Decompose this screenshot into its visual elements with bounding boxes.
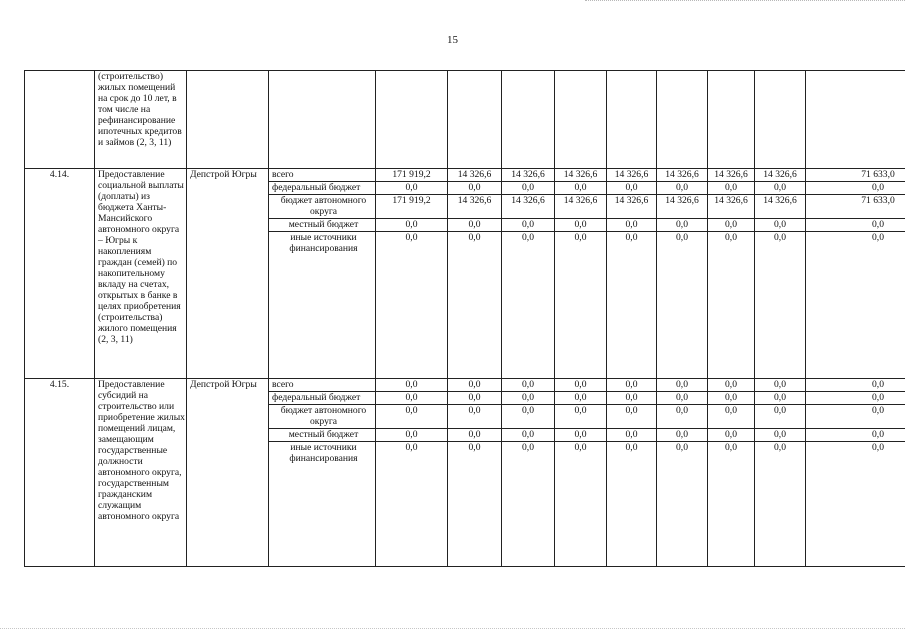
value-column <box>448 379 502 567</box>
value-cell: 14 326,6 <box>607 195 656 219</box>
value-column <box>607 379 657 567</box>
value-cell: 0,0 <box>657 379 707 392</box>
value-cell: 0,0 <box>448 182 501 195</box>
value-cell: 0,0 <box>607 392 656 405</box>
value-cell: 0,0 <box>607 405 656 429</box>
value-cell: 0,0 <box>872 442 884 453</box>
row-number: 4.14. <box>25 169 95 379</box>
funding-source-label: федеральный бюджет <box>269 392 375 405</box>
value-cell: 171 919,2 <box>376 195 447 219</box>
value-cell: 0,0 <box>708 405 754 429</box>
value-cell: 0,0 <box>806 392 905 405</box>
value-column <box>708 169 755 379</box>
value-cell: 0,0 <box>607 182 656 195</box>
value-cell: 0,0 <box>607 429 656 442</box>
value-cell: 0,0 <box>755 379 805 392</box>
value-cell: 14 326,6 <box>607 169 656 182</box>
value-cell: 0,0 <box>502 429 554 442</box>
value-cell: 0,0 <box>872 232 884 243</box>
value-cell: 14 326,6 <box>502 169 554 182</box>
executor: Депстрой Югры <box>187 379 269 567</box>
budget-table <box>24 70 905 567</box>
measure-name: Предоставление социальной выплаты (доплаты) из бюджета Ханты-Мансийского автономного округа – Югры к накоплениям граждан (семей) по накопительному вкладу на счетах, открытых в банке в целях приобретения (строительства) жилого помещения (2, 3, 11) <box>95 169 187 379</box>
continuation-row <box>25 71 905 169</box>
funding-source-label: местный бюджет <box>269 429 375 442</box>
value-cell: 0,0 <box>555 429 606 442</box>
continuation-name: (строительство) жилых помещений на срок до 10 лет, в том числе на рефинансирование ипотечных кредитов и займов (2, 3, 11) <box>95 71 187 169</box>
value-cell: 0,0 <box>657 182 707 195</box>
value-cell: 0,0 <box>376 219 447 232</box>
value-cell: 0,0 <box>708 429 754 442</box>
value-cell: 0,0 <box>555 219 606 232</box>
value-cell: 0,0 <box>522 232 534 243</box>
funding-source-label: бюджет автономного округа <box>269 405 375 429</box>
value-cell: 71 633,0 <box>806 169 905 182</box>
value-cell: 0,0 <box>806 429 905 442</box>
continuation-num <box>25 71 95 169</box>
value-cell: 14 326,6 <box>657 195 707 219</box>
value-cell: 0,0 <box>376 379 447 392</box>
value-column <box>376 169 448 379</box>
funding-source-label: иные источники финансирования <box>289 442 358 464</box>
value-cell: 0,0 <box>555 379 606 392</box>
value-cell: 0,0 <box>376 429 447 442</box>
value-column <box>806 379 905 567</box>
value-cell: 14 326,6 <box>708 195 754 219</box>
value-cell: 0,0 <box>555 405 606 429</box>
value-cell: 0,0 <box>405 232 418 243</box>
value-column <box>502 379 555 567</box>
value-cell: 0,0 <box>405 442 418 453</box>
value-cell: 14 326,6 <box>708 169 754 182</box>
value-cell: 0,0 <box>657 219 707 232</box>
value-cell: 14 326,6 <box>657 169 707 182</box>
value-cell: 0,0 <box>574 442 587 453</box>
value-cell: 0,0 <box>574 232 587 243</box>
funding-source-label: иные источники финансирования <box>289 232 358 254</box>
value-cell: 14 326,6 <box>555 169 606 182</box>
page-number: 15 <box>447 34 458 46</box>
value-cell: 0,0 <box>806 182 905 195</box>
value-column <box>755 169 806 379</box>
value-column <box>555 379 607 567</box>
value-cell: 0,0 <box>755 392 805 405</box>
measure-name: Предоставление субсидий на строительство или приобретение жилых помещений лицам, замещающим государственные должности автономного округа, государственным гражданским служащим автономного округа <box>95 379 187 567</box>
table-row <box>25 379 905 567</box>
funding-source-label: федеральный бюджет <box>269 182 375 195</box>
value-cell: 0,0 <box>755 182 805 195</box>
value-cell: 0,0 <box>376 405 447 429</box>
value-cell: 0,0 <box>468 232 481 243</box>
value-cell: 0,0 <box>708 182 754 195</box>
value-cell: 0,0 <box>806 219 905 232</box>
value-cell: 0,0 <box>755 405 805 429</box>
funding-source-label: местный бюджет <box>269 219 375 232</box>
value-cell: 0,0 <box>755 429 805 442</box>
value-cell: 0,0 <box>448 219 501 232</box>
value-cell: 0,0 <box>502 219 554 232</box>
row-number: 4.15. <box>25 379 95 567</box>
value-column <box>657 379 708 567</box>
scan-artifact-top <box>585 0 905 3</box>
value-cell: 0,0 <box>806 405 905 429</box>
value-cell: 0,0 <box>376 182 447 195</box>
executor: Депстрой Югры <box>187 169 269 379</box>
value-cell: 0,0 <box>502 379 554 392</box>
table-row <box>25 169 905 379</box>
value-column <box>607 169 657 379</box>
value-cell: 0,0 <box>676 442 688 453</box>
value-column <box>657 169 708 379</box>
value-cell: 0,0 <box>448 429 501 442</box>
value-cell: 14 326,6 <box>448 169 501 182</box>
value-cell: 0,0 <box>708 219 754 232</box>
value-cell: 14 326,6 <box>755 195 805 219</box>
scan-artifact-bottom <box>0 628 905 631</box>
value-cell: 14 326,6 <box>755 169 805 182</box>
value-cell: 0,0 <box>502 405 554 429</box>
value-cell: 14 326,6 <box>448 195 501 219</box>
value-column <box>806 169 905 379</box>
value-cell: 0,0 <box>468 442 481 453</box>
value-cell: 71 633,0 <box>806 195 905 219</box>
value-cell: 0,0 <box>448 379 501 392</box>
value-cell: 0,0 <box>708 392 754 405</box>
funding-source-label: всего <box>269 379 375 392</box>
value-cell: 171 919,2 <box>376 169 447 182</box>
value-cell: 0,0 <box>502 392 554 405</box>
funding-sources <box>269 379 376 567</box>
value-cell: 0,0 <box>774 232 786 243</box>
value-cell: 14 326,6 <box>555 195 606 219</box>
value-column <box>755 379 806 567</box>
value-cell: 0,0 <box>657 429 707 442</box>
value-cell: 0,0 <box>806 379 905 392</box>
value-cell: 0,0 <box>774 442 786 453</box>
value-cell: 0,0 <box>555 392 606 405</box>
funding-source-label: всего <box>269 169 375 182</box>
value-cell: 0,0 <box>755 219 805 232</box>
value-cell: 0,0 <box>448 392 501 405</box>
value-cell: 0,0 <box>376 392 447 405</box>
value-cell: 0,0 <box>657 392 707 405</box>
value-cell: 0,0 <box>607 219 656 232</box>
value-cell: 0,0 <box>448 405 501 429</box>
value-cell: 14 326,6 <box>502 195 554 219</box>
value-cell: 0,0 <box>725 232 737 243</box>
value-cell: 0,0 <box>725 442 737 453</box>
value-column <box>502 169 555 379</box>
value-cell: 0,0 <box>502 182 554 195</box>
value-cell: 0,0 <box>657 405 707 429</box>
value-cell: 0,0 <box>625 232 638 243</box>
value-cell: 0,0 <box>676 232 688 243</box>
value-cell: 0,0 <box>522 442 534 453</box>
value-cell: 0,0 <box>708 379 754 392</box>
funding-sources <box>269 169 376 379</box>
value-cell: 0,0 <box>625 442 638 453</box>
value-cell: 0,0 <box>607 379 656 392</box>
value-column <box>555 169 607 379</box>
funding-source-label: бюджет автономного округа <box>269 195 375 219</box>
value-cell: 0,0 <box>555 182 606 195</box>
value-column <box>376 379 448 567</box>
value-column <box>448 169 502 379</box>
value-column <box>708 379 755 567</box>
